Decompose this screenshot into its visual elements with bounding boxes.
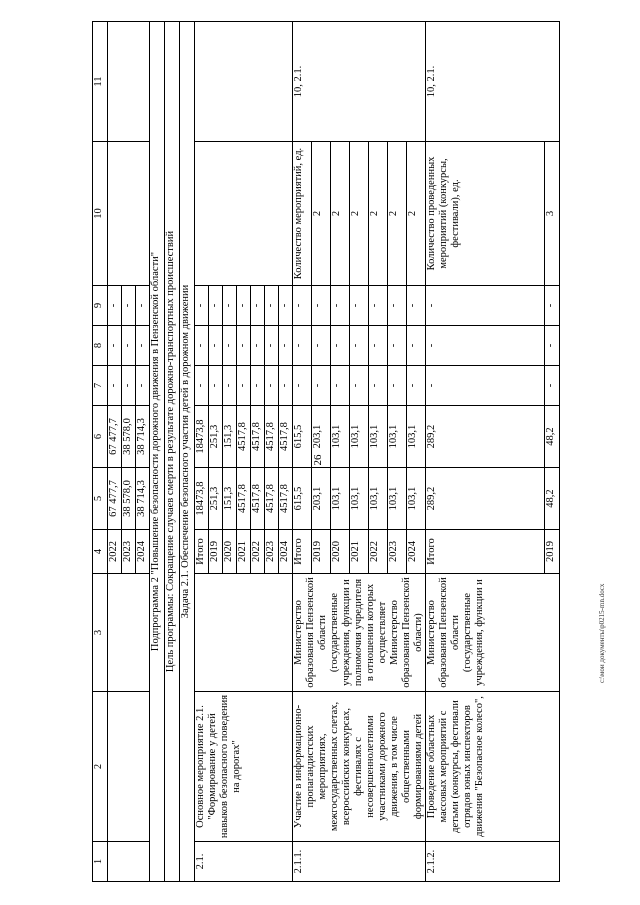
task-title: Задача 2.1. Обеспечение безопасного участия детей в дорожном движении	[180, 22, 195, 882]
value-cell: -	[265, 326, 279, 366]
value-cell: -	[545, 366, 560, 406]
value-cell: 615,5	[293, 406, 312, 468]
value-cell: -	[209, 366, 223, 406]
value-cell: 4517,8	[251, 406, 265, 468]
executor-cell: Министерство образования Пензенской области (государственные учреждения, функции и полномочия учредителя в отношении которых осуществляет Министерство образования Пензенской области)	[293, 574, 426, 692]
value-cell: -	[331, 286, 350, 326]
year-cell: Итого	[293, 530, 312, 574]
item-number: 2.1.2.	[426, 842, 560, 882]
col-number: 4	[93, 530, 108, 574]
indicator-value: 3	[545, 142, 560, 286]
total-value-cell: 251,3	[209, 468, 223, 530]
value-cell: -	[195, 326, 209, 366]
value-cell: -	[407, 286, 426, 326]
indicator-link: 10, 2.1.	[293, 22, 426, 142]
value-cell: -	[312, 286, 331, 326]
value-cell: 251,3	[209, 406, 223, 468]
total-value-cell: 18473,8	[195, 468, 209, 530]
total-value-cell: 103,1	[407, 468, 426, 530]
total-value-cell: 38 578,0	[122, 468, 136, 530]
value-cell: 4517,8	[237, 406, 251, 468]
value-cell: -	[388, 366, 407, 406]
value-cell: -	[350, 326, 369, 366]
value-cell: -	[331, 366, 350, 406]
value-cell: -	[237, 326, 251, 366]
value-cell: -	[209, 326, 223, 366]
value-cell: -	[195, 366, 209, 406]
indicator-label: Количество мероприятий, ед.	[293, 147, 304, 280]
indicator-cell: Количество проведенных мероприятий (конкурсы, фестивали), ед.	[426, 142, 545, 286]
empty-cell	[108, 142, 150, 286]
item-name: Основное мероприятие 2.1. "Формирование у детей навыков безопасного поведения на дорогах"	[195, 692, 293, 842]
value-cell: -	[545, 286, 560, 326]
value-cell: 38 714,3	[136, 406, 150, 468]
year-cell: 2019	[545, 530, 560, 574]
empty-cell	[195, 142, 293, 286]
item-name: Проведение областных массовых мероприятий с детьми (конкурсы, фестивали отрядов юных инспекторов движения "Безопасное колесо",	[426, 692, 560, 842]
value-cell: -	[426, 326, 545, 366]
total-value-cell: 615,5	[293, 468, 312, 530]
value-cell: -	[108, 286, 122, 326]
value-cell: -	[122, 366, 136, 406]
year-cell: 2021	[237, 530, 251, 574]
value-cell: -	[237, 286, 251, 326]
col-number: 2	[93, 692, 108, 842]
value-cell: -	[350, 366, 369, 406]
year-cell: 2024	[279, 530, 293, 574]
value-cell: -	[545, 326, 560, 366]
value-cell: -	[136, 366, 150, 406]
value-cell: -	[265, 286, 279, 326]
column-number-row	[93, 22, 108, 882]
indicator-link: 10, 2.1.	[426, 22, 560, 142]
section-row	[150, 22, 165, 882]
section-row	[165, 22, 180, 882]
value-cell: -	[279, 326, 293, 366]
value-cell: -	[350, 286, 369, 326]
program-table	[92, 21, 560, 882]
total-value-cell: 67 477,7	[108, 468, 122, 530]
value-cell: -	[426, 286, 545, 326]
item-name: Участие в информационно-пропагандистских мероприятиях, межгосударственных слетах, всероссийских конкурсах, фестивалях с несовершеннолетними участниками дорожного движения, в том числе общественными формированиями детей	[293, 692, 426, 842]
subprogram-title: Подпрограмма 2 "Повышение безопасности дорожного движения в Пензенской области"	[150, 22, 165, 882]
value-cell: -	[122, 326, 136, 366]
indicator-cell	[293, 142, 312, 286]
total-value-cell: 151,3	[223, 468, 237, 530]
empty-cell	[108, 22, 150, 142]
year-cell: 2022	[108, 530, 122, 574]
page-number: 26	[312, 454, 324, 466]
section-row	[180, 22, 195, 882]
value-cell: -	[223, 366, 237, 406]
value-cell: 203,1	[312, 406, 331, 468]
total-value-cell: 4517,8	[237, 468, 251, 530]
value-cell: -	[388, 286, 407, 326]
item-number: 2.1.	[195, 842, 293, 882]
item-number: 2.1.1.	[293, 842, 426, 882]
value-cell: -	[426, 366, 545, 406]
indicator-value: 2	[331, 142, 350, 286]
empty-cell	[195, 574, 293, 692]
col-number: 3	[93, 574, 108, 692]
total-value-cell: 4517,8	[265, 468, 279, 530]
value-cell: -	[279, 366, 293, 406]
year-cell: 2020	[331, 530, 350, 574]
total-value-cell: 4517,8	[279, 468, 293, 530]
value-cell: -	[331, 326, 350, 366]
year-cell: 2024	[136, 530, 150, 574]
indicator-value: 2	[388, 142, 407, 286]
year-cell: 2023	[388, 530, 407, 574]
value-cell: -	[312, 366, 331, 406]
col-number: 5	[93, 468, 108, 530]
value-cell: -	[312, 326, 331, 366]
value-cell: -	[369, 366, 388, 406]
value-cell: -	[237, 366, 251, 406]
value-cell: -	[388, 326, 407, 366]
value-cell: -	[293, 286, 312, 326]
value-cell: -	[265, 366, 279, 406]
value-cell: -	[136, 286, 150, 326]
year-cell: 2020	[223, 530, 237, 574]
value-cell: 18473,8	[195, 406, 209, 468]
value-cell: -	[369, 326, 388, 366]
indicator-value: 2	[350, 142, 369, 286]
value-cell: -	[223, 286, 237, 326]
total-value-cell: 203,1	[312, 468, 331, 530]
value-cell: -	[293, 366, 312, 406]
year-cell: 2019	[312, 530, 331, 574]
empty-cell	[108, 574, 150, 692]
rotated-table-container	[92, 22, 556, 882]
value-cell: -	[407, 326, 426, 366]
empty-cell	[108, 692, 150, 842]
value-cell: -	[251, 366, 265, 406]
col-number: 11	[93, 22, 108, 142]
total-value-cell: 289,2	[426, 468, 545, 530]
value-cell: -	[407, 366, 426, 406]
year-cell: 2023	[122, 530, 136, 574]
value-cell: -	[136, 326, 150, 366]
year-cell: 2022	[369, 530, 388, 574]
rotated-table-stage	[92, 22, 556, 882]
total-value-cell: 103,1	[350, 468, 369, 530]
value-cell: -	[293, 326, 312, 366]
year-cell: 2019	[209, 530, 223, 574]
value-cell: -	[195, 286, 209, 326]
col-number: 7	[93, 366, 108, 406]
total-value-cell: 103,1	[331, 468, 350, 530]
value-cell: -	[279, 286, 293, 326]
footer-file-path: c:\мои документы\p0215-mn.docx	[598, 583, 606, 683]
indicator-value: 2	[407, 142, 426, 286]
value-cell: 48,2	[545, 406, 560, 468]
total-value-cell: 48,2	[545, 468, 560, 530]
value-cell: -	[251, 326, 265, 366]
value-cell: -	[108, 366, 122, 406]
value-cell: -	[369, 286, 388, 326]
indicator-value: 2	[312, 142, 331, 286]
value-cell: 289,2	[426, 406, 545, 468]
value-cell: -	[223, 326, 237, 366]
table-row	[108, 22, 122, 882]
value-cell: 103,1	[350, 406, 369, 468]
year-cell: Итого	[195, 530, 209, 574]
value-cell: 151,3	[223, 406, 237, 468]
value-cell: 103,1	[331, 406, 350, 468]
year-cell: 2022	[251, 530, 265, 574]
total-value-cell: 103,1	[369, 468, 388, 530]
year-cell: 2021	[350, 530, 369, 574]
col-number: 10	[93, 142, 108, 286]
value-cell: 67 477,7	[108, 406, 122, 468]
value-cell: -	[108, 326, 122, 366]
empty-cell	[195, 22, 293, 142]
value-cell: 103,1	[407, 406, 426, 468]
value-cell: 38 578,0	[122, 406, 136, 468]
year-cell: Итого	[426, 530, 545, 574]
indicator-value: 2	[369, 142, 388, 286]
col-number: 6	[93, 406, 108, 468]
table-body	[93, 22, 560, 882]
value-cell: -	[251, 286, 265, 326]
col-number: 8	[93, 326, 108, 366]
goal-title: Цель программы: Сокращение случаев смерти в результате дорожно-транспортных происшествий	[165, 22, 180, 882]
col-number: 1	[93, 842, 108, 882]
value-cell: -	[122, 286, 136, 326]
value-cell: 103,1	[369, 406, 388, 468]
year-cell: 2024	[407, 530, 426, 574]
table-row	[293, 22, 312, 882]
value-cell: 4517,8	[265, 406, 279, 468]
executor-cell: Министерство образования Пензенской области (государственные учреждения, функции и	[426, 574, 560, 692]
value-cell: -	[209, 286, 223, 326]
year-cell: 2023	[265, 530, 279, 574]
total-value-cell: 38 714,3	[136, 468, 150, 530]
col-number: 9	[93, 286, 108, 326]
empty-cell	[108, 842, 150, 882]
table-row	[195, 22, 209, 882]
total-value-cell: 103,1	[388, 468, 407, 530]
table-row	[426, 22, 545, 882]
value-cell: 4517,8	[279, 406, 293, 468]
value-cell: 103,1	[388, 406, 407, 468]
total-value-cell: 4517,8	[251, 468, 265, 530]
